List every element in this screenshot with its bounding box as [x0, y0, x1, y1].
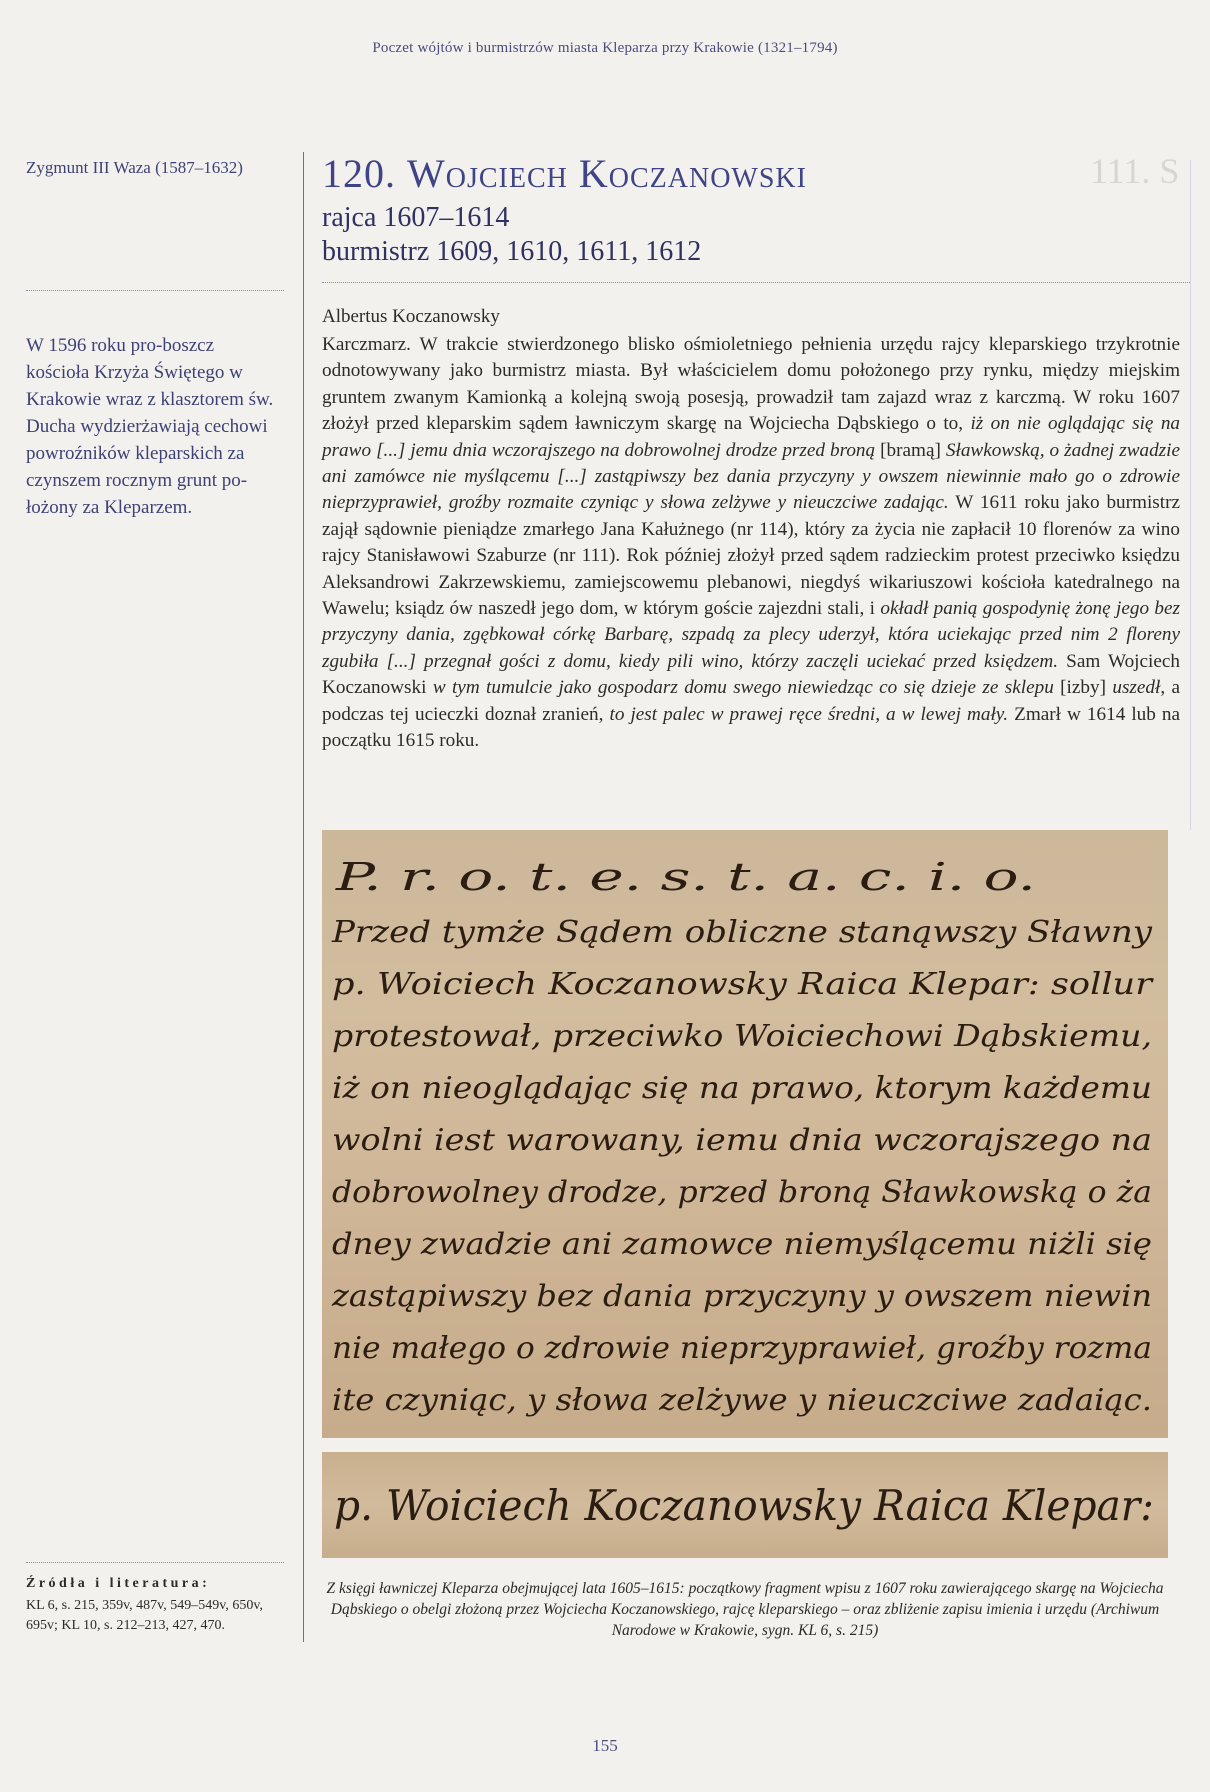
sources-title: Źródła i literatura:: [26, 1576, 211, 1591]
bleed-through: 111. S: [1090, 151, 1180, 191]
running-head: Poczet wójtów i burmistrzów miasta Kleparza przy Krakowie (1321–1794): [372, 40, 838, 56]
latin-name: Albertus Koczanowsky: [322, 306, 500, 327]
body-span: Sam Wojciech Koczanowski: [322, 650, 1180, 699]
manuscript-line: wolni iest warowany, iemu dnia wczorajszego na: [332, 1123, 1152, 1158]
sources-text: KL 6, s. 215, 359v, 487v, 549–549v, 650v, 695v; KL 10, s. 212–213, 427, 470.: [26, 1598, 263, 1633]
body-quote: uszedł: [1112, 677, 1161, 699]
closeup-line: p. Woiciech Koczanowsky Raica Klepar:: [334, 1481, 1154, 1530]
column-divider-right: [1190, 160, 1191, 830]
closeup-script: [322, 1452, 1168, 1558]
entry-number: 120.: [322, 151, 396, 196]
entry-office-mayor: burmistrz 1609, 1610, 1611, 1612: [322, 236, 702, 267]
body-span: [bramą]: [875, 439, 946, 461]
body-span: W 1611 roku jako burmistrz zajął sądownie pieniądze zmarłego Jana Kałużnego (nr 114), który za życia nie zapłacił 10 florenów za wino rajcy Stanisławowi Szaburze (nr 111). Rok później złożył przed sądem radzieckim protest przeciwko księdzu Aleksandrowi Zakrzewskiemu, zamiejscowemu plebanowi, niegdyś wikariuszowi kościoła katedralnego na Wawelu; ksiądz ów naszedł jego dom, w którym goście zajezdni stali, i: [322, 492, 1180, 620]
manuscript-line: zastąpiwszy bez dania przyczyny y owszem niewin: [330, 1279, 1152, 1314]
body-quote: w tym tumulcie jako gospodarz domu swego niewiedząc co się dzieje ze sklepu: [432, 677, 1054, 699]
manuscript-line: dney zwadzie ani zamowce niemyślącemu niżli się: [332, 1227, 1152, 1262]
manuscript-line: iż on nieoglądając się na prawo, ktorym każdemu: [332, 1071, 1152, 1106]
manuscript-line: nie małego o zdrowie nieprzyprawieł, groźby rozma: [332, 1331, 1152, 1366]
heading-divider: [322, 282, 1190, 283]
sidebar-divider: [26, 290, 284, 291]
manuscript-line: ite czyniąc, y słowa zelżywe y nieuczciwe zadaiąc.: [332, 1383, 1152, 1418]
sidebar-era: Zygmunt III Waza (1587–1632): [26, 158, 243, 177]
body-span: Zmarł w 1614 lub na początku 1615 roku.: [322, 703, 1180, 752]
manuscript-closeup: [322, 1452, 1168, 1558]
sidebar-note: W 1596 roku pro-boszcz kościoła Krzyża Świętego w Krakowie wraz z klasztorem św. Ducha wydzierżawiają cechowi powroźników kleparskich za czynszem rocznym grunt po-łożony za Kleparzem.: [26, 335, 274, 518]
manuscript-script: [322, 830, 1168, 1438]
manuscript-line: p. Woiciech Koczanowsky Raica Klepar: sollur: [332, 967, 1154, 1002]
entry-name: Wojciech Koczanowski: [407, 151, 807, 196]
body-quote: okładł panią gospodynię żonę jego bez przyczyny dania, zgębkował córkę Barbarę, szpadą za plecy uderzył, która uciekając przed nim 2 floreny zgubiła [...] przegnał gości z domu, kiedy pili wino, którzy zaczęli uciekać przed księdzem.: [322, 598, 1181, 672]
body-quote: iż on nie oglądając się na prawo [...] jemu dnia wczorajszego na dobrowolnej drodze przed broną: [322, 413, 1181, 461]
sources-divider: [26, 1562, 284, 1563]
manuscript-line: Przed tymże Sądem obliczne stanąwszy Sławny: [330, 915, 1154, 950]
figure-caption: Z księgi ławniczej Kleparza obejmującej lata 1605–1615: początkowy fragment wpisu z 1607 roku zawierającego skargę na Wojciecha Dąbskiego o obelgi złożoną przez Wojciecha Koczanowskiego, rajcę kleparskiego – oraz zbliżenie zapisu imienia i urzędu (Archiwum Narodowe w Krakowie, sygn. KL 6, s. 215): [326, 1580, 1164, 1639]
body-span: , a podczas tej ucieczki doznał zranień,: [322, 677, 1180, 725]
column-divider: [303, 152, 304, 1642]
body-span: [izby]: [1053, 677, 1113, 699]
body-quote: Sławkowską, o żadnej zwadzie ani zamówce nie myślącemu [...] zastąpiwszy bez dania przyczyny y owszem niewinnie mało go o zdrowie nieprzyprawieł, groźby rozmaite czyniąc y słowa zelżywe y nieuczciwe zadając.: [322, 439, 1180, 514]
manuscript-line: P. r. o. t. e. s. t. a. c. i. o.: [334, 855, 1036, 899]
biography-text: [322, 332, 1180, 755]
page-number: 155: [592, 1736, 618, 1755]
body-span: Karczmarz. W trakcie stwierdzonego blisko ośmioletniego pełnienia urzędu rajcy kleparskiego trzykrotnie odnotowywany jako burmistrz miasta. Był właścicielem domu położonego przy rynku, między miejskim gruntem zwanym Kamionką a kolejną swoją posesją, prowadził tam zajazd wraz z karczmą. W roku 1607 złożył przed kleparskim sądem ławniczym skargę na Wojciecha Dąbskiego o to,: [322, 334, 1180, 435]
manuscript-image: [322, 830, 1168, 1438]
manuscript-line: protestował, przeciwko Woiciechowi Dąbskiemu,: [332, 1019, 1152, 1054]
entry-office-councillor: rajca 1607–1614: [322, 202, 510, 233]
entry-heading: [322, 150, 807, 197]
manuscript-line: dobrowolney drodze, przed broną Sławkowską o ża: [332, 1175, 1152, 1210]
body-quote: to jest palec w prawej ręce średni, a w lewej mały.: [609, 703, 1009, 725]
